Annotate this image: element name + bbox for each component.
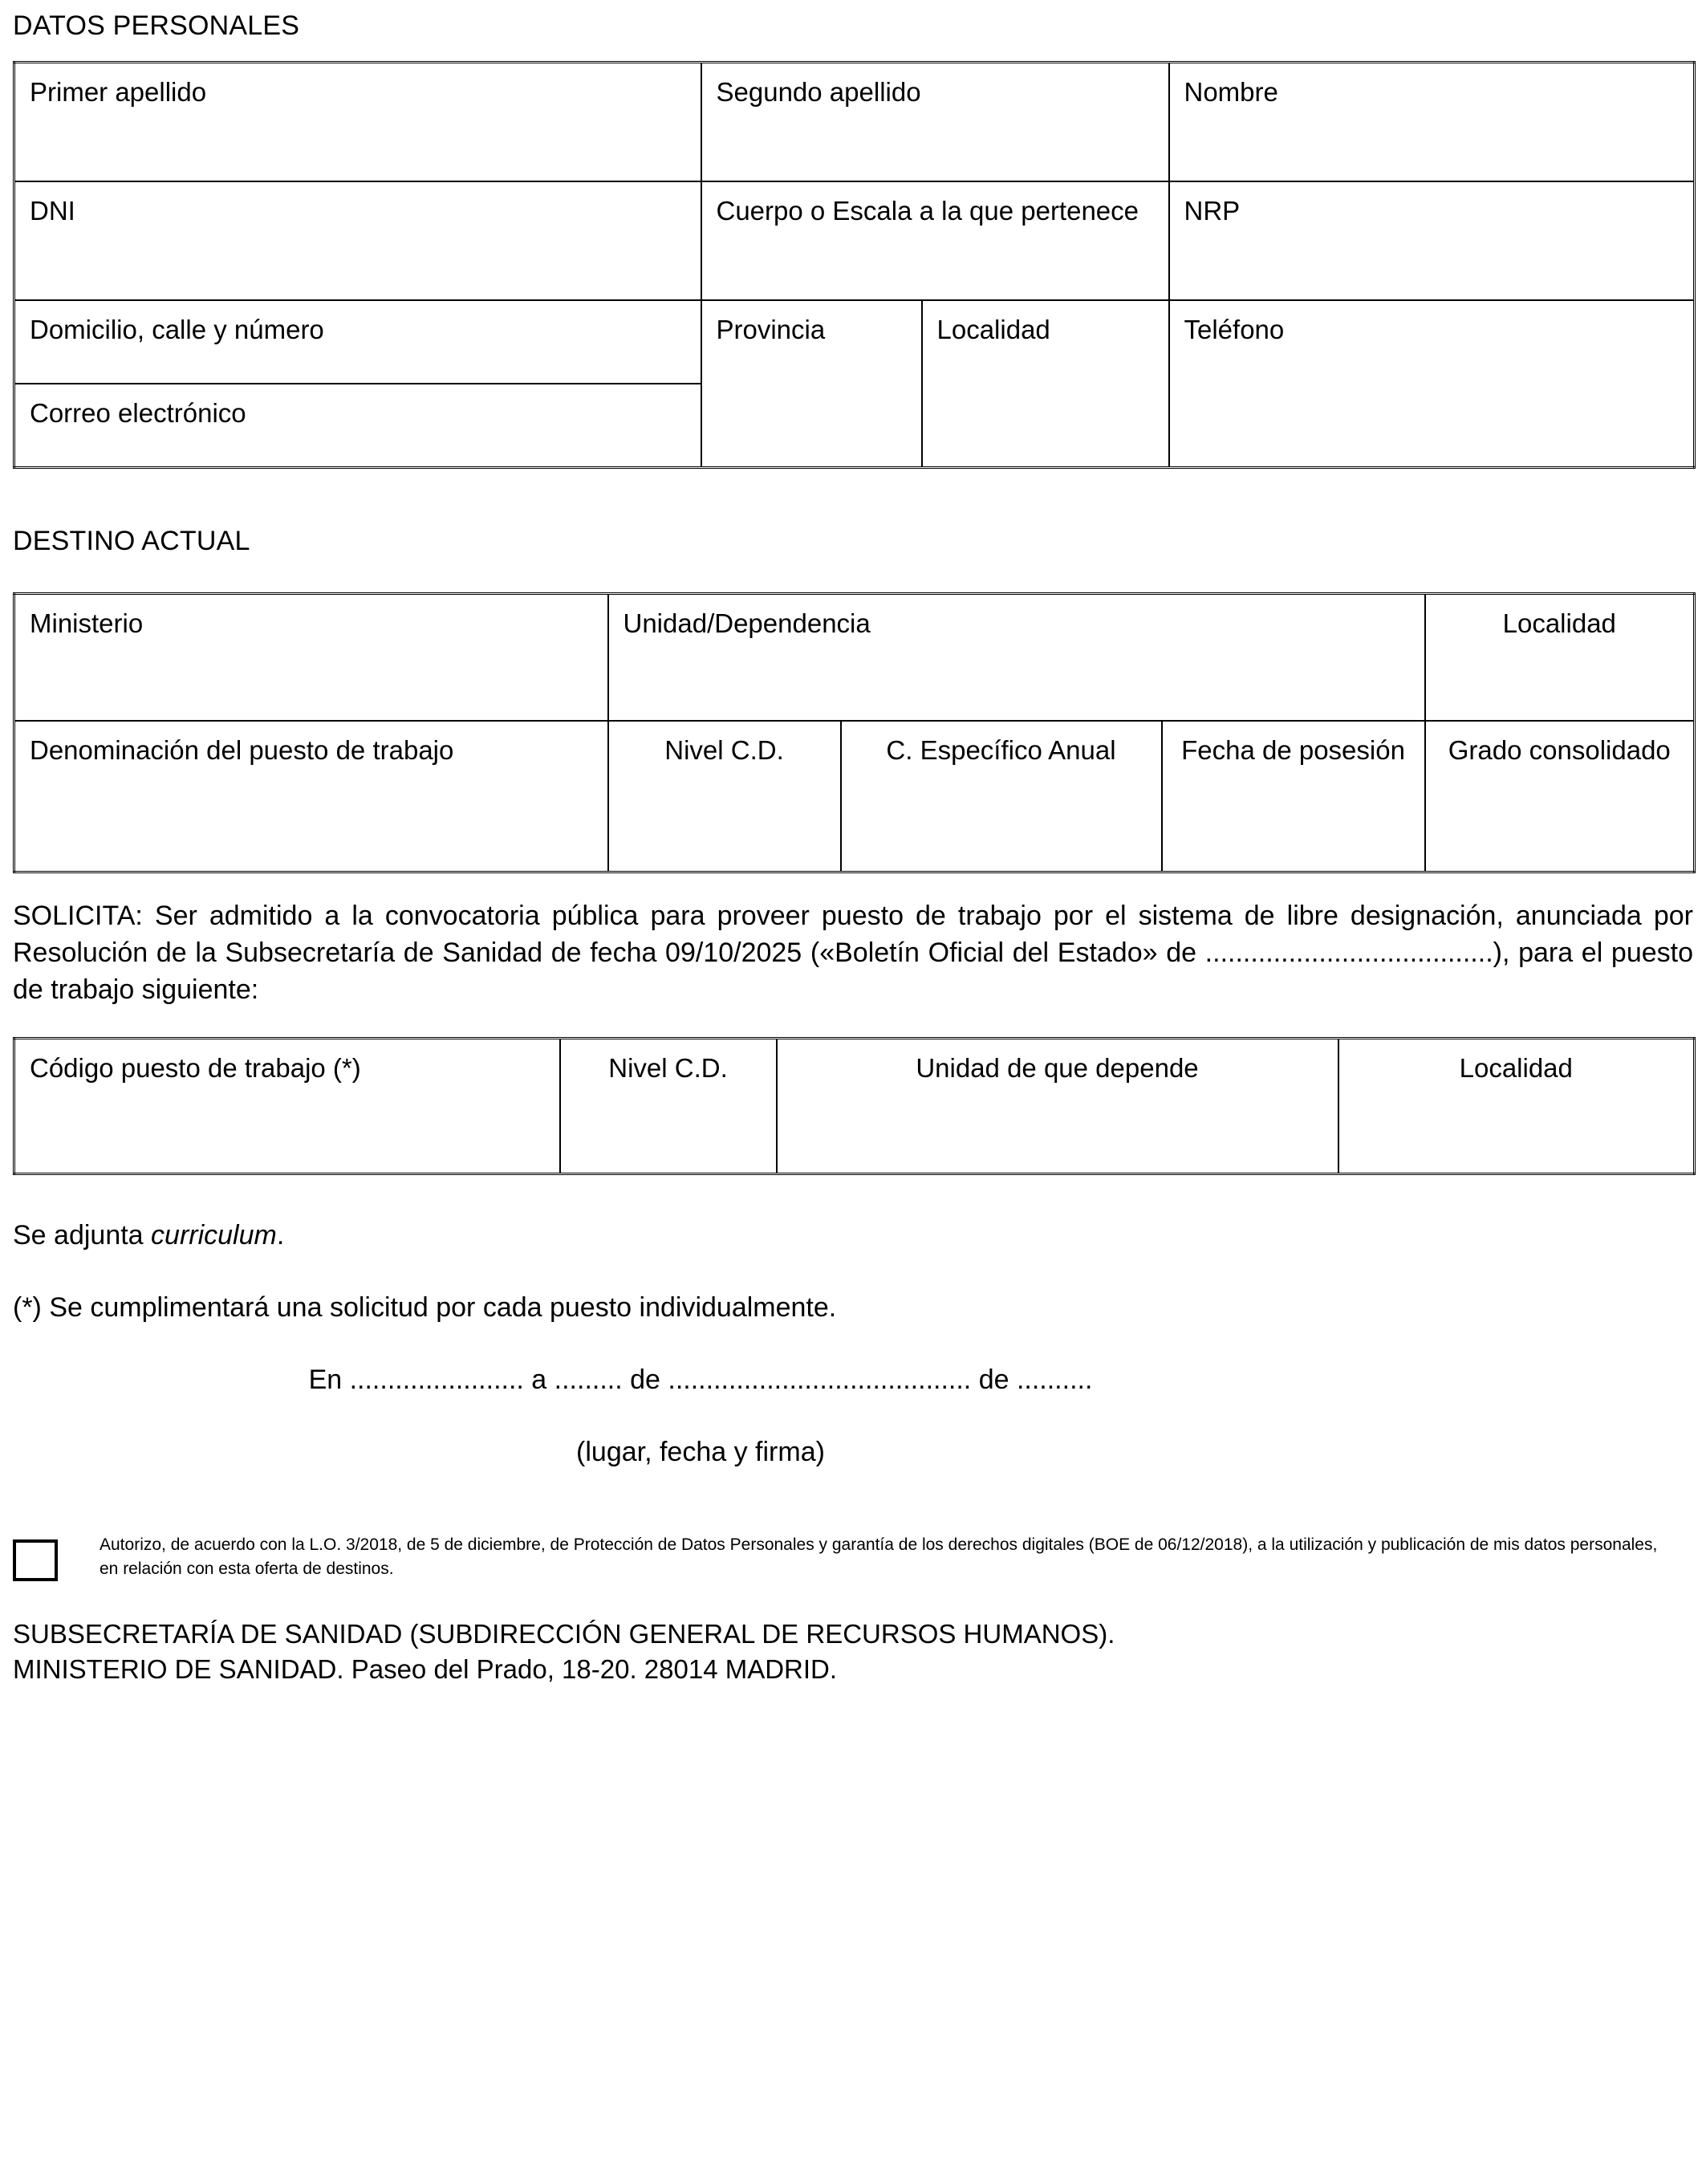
consent-checkbox[interactable] <box>13 1539 58 1581</box>
field-complemento-especifico[interactable] <box>841 721 1162 872</box>
curriculum-note-prefix: Se adjunta <box>13 1220 152 1251</box>
field-unidad-dependencia[interactable] <box>608 594 1425 722</box>
field-domicilio[interactable] <box>14 300 701 384</box>
curriculum-note-word: curriculum <box>151 1220 277 1251</box>
field-label-nivel-cd: Nivel C.D. <box>664 735 784 765</box>
table-row <box>14 721 1695 872</box>
field-label-complemento-especifico: C. Específico Anual <box>886 735 1116 765</box>
field-label-primer-apellido: Primer apellido <box>30 77 207 107</box>
field-label-nombre: Nombre <box>1184 77 1278 107</box>
place-date-line[interactable]: En ....................... a ......... de ........................................ de .......... <box>308 1364 1093 1395</box>
field-label-fecha-posesion: Fecha de posesión <box>1181 735 1405 765</box>
solicita-paragraph: SOLICITA: Ser admitido a la convocatoria pública para proveer puesto de trabajo por el sistema de libre designación, anunciada por Resolución de la Subsecretaría de Sanidad de fecha 09/10/2025 («Boletín Oficial del Estado» de ......................................), para el puesto de trabajo siguiente: <box>13 901 1693 1005</box>
table-row <box>14 300 1695 384</box>
destino-actual-table <box>13 592 1696 873</box>
field-label-domicilio: Domicilio, calle y número <box>30 315 324 344</box>
footer-line-1: SUBSECRETARÍA DE SANIDAD (SUBDIRECCIÓN GENERAL DE RECURSOS HUMANOS). <box>13 1619 1115 1649</box>
field-segundo-apellido[interactable] <box>701 63 1169 182</box>
consent-text: Autorizo, de acuerdo con la L.O. 3/2018, de 5 de diciembre, de Protección de Datos Personales y garantía de los derechos digitales (BOE de 06/12/2018), a la utilización y publicación de mis datos personales, en relación con esta oferta de destinos. <box>100 1535 1658 1578</box>
field-label-codigo-puesto: Código puesto de trabajo (*) <box>30 1053 361 1083</box>
field-localidad[interactable] <box>922 300 1169 468</box>
field-label-nrp: NRP <box>1184 196 1241 226</box>
field-label-puesto-localidad: Localidad <box>1459 1053 1573 1083</box>
field-cuerpo-escala[interactable] <box>701 181 1169 300</box>
field-label-puesto-nivel-cd: Nivel C.D. <box>608 1053 728 1083</box>
field-label-telefono: Teléfono <box>1184 315 1285 344</box>
field-telefono[interactable] <box>1169 300 1695 468</box>
field-label-unidad-dependencia: Unidad/Dependencia <box>623 608 871 638</box>
table-row <box>14 594 1695 722</box>
field-label-correo-electronico: Correo electrónico <box>30 398 246 428</box>
personal-data-table <box>13 61 1696 469</box>
field-nrp[interactable] <box>1169 181 1695 300</box>
field-label-denominacion-puesto: Denominación del puesto de trabajo <box>30 735 454 765</box>
signature-caption: (lugar, fecha y firma) <box>576 1437 825 1467</box>
field-denominacion-puesto[interactable] <box>14 721 608 872</box>
field-dni[interactable] <box>14 181 701 300</box>
curriculum-note <box>13 1217 1693 1254</box>
field-primer-apellido[interactable] <box>14 63 701 182</box>
field-label-segundo-apellido: Segundo apellido <box>716 77 921 107</box>
field-label-grado-consolidado: Grado consolidado <box>1448 735 1671 765</box>
field-codigo-puesto[interactable] <box>14 1039 560 1174</box>
footer-line-2: MINISTERIO DE SANIDAD. Paseo del Prado, 18-20. 28014 MADRID. <box>13 1654 838 1684</box>
field-nivel-cd[interactable] <box>608 721 841 872</box>
field-ministerio[interactable] <box>14 594 608 722</box>
field-label-provincia: Provincia <box>716 315 826 344</box>
field-puesto-localidad[interactable] <box>1338 1039 1695 1174</box>
table-row <box>14 181 1695 300</box>
consent-block <box>13 1527 1693 1581</box>
field-label-localidad: Localidad <box>936 315 1050 344</box>
asterisk-note: (*) Se cumplimentará una solicitud por cada puesto individualmente. <box>13 1292 837 1323</box>
curriculum-note-suffix: . <box>276 1220 285 1251</box>
table-row <box>14 63 1695 182</box>
field-fecha-posesion[interactable] <box>1162 721 1425 872</box>
field-nombre[interactable] <box>1169 63 1695 182</box>
field-label-destino-localidad: Localidad <box>1502 608 1616 638</box>
field-puesto-nivel-cd[interactable] <box>560 1039 777 1174</box>
puesto-solicitado-table <box>13 1037 1696 1175</box>
field-label-unidad-depende: Unidad de que depende <box>916 1053 1199 1083</box>
field-grado-consolidado[interactable] <box>1425 721 1695 872</box>
field-unidad-depende[interactable] <box>777 1039 1338 1174</box>
table-row <box>14 1039 1695 1174</box>
field-label-ministerio: Ministerio <box>30 608 144 638</box>
field-provincia[interactable] <box>701 300 922 468</box>
field-label-dni: DNI <box>30 196 75 226</box>
field-label-cuerpo-escala: Cuerpo o Escala a la que pertenece <box>716 196 1139 226</box>
field-correo-electronico[interactable] <box>14 384 701 468</box>
field-destino-localidad[interactable] <box>1425 594 1695 722</box>
section-title-destino-actual: DESTINO ACTUAL <box>13 526 250 556</box>
section-title-datos-personales: DATOS PERSONALES <box>13 10 300 41</box>
